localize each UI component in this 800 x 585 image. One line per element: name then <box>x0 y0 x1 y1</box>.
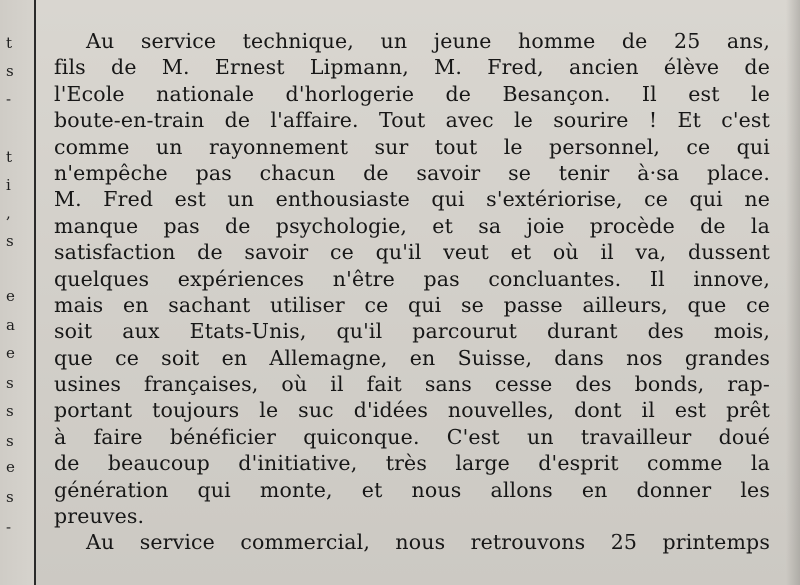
left-fragment: s <box>6 432 14 450</box>
article-line: mais en sachant utiliser ce qui se passe ailleurs, que ce <box>54 292 770 317</box>
article-line: comme un rayonnement sur tout le personnel, ce qui <box>54 134 770 159</box>
article-line: n'empêche pas chacun de savoir se tenir à·sa place. <box>54 160 770 185</box>
left-fragment: s <box>6 62 14 80</box>
column-rule <box>34 0 36 585</box>
left-fragment: e <box>6 287 15 305</box>
left-fragment: e <box>6 344 15 362</box>
article-line: Au service commercial, nous retrouvons 25 printemps <box>86 530 770 555</box>
article-line: boute-en-train de l'affaire. Tout avec le sourire ! Et c'est <box>54 108 770 133</box>
article-line: Au service technique, un jeune homme de 25 ans, <box>86 29 770 53</box>
article-line: que ce soit en Allemagne, en Suisse, dans nos grandes <box>54 345 770 370</box>
left-fragment: t <box>6 148 13 166</box>
page-edge-shadow <box>786 0 800 585</box>
left-fragment: a <box>6 316 15 334</box>
left-fragment: - <box>6 90 12 108</box>
article-line: quelques expériences n'être pas concluantes. Il innove, <box>54 266 770 291</box>
article-body <box>54 28 770 585</box>
article-line: de beaucoup d'initiative, très large d'esprit comme la <box>54 451 770 476</box>
left-fragment: s <box>6 402 14 420</box>
article-line: satisfaction de savoir ce qu'il veut et où il va, dussent <box>54 240 770 265</box>
left-fragment: s <box>6 488 14 506</box>
left-fragment: e <box>6 458 15 476</box>
article-line: à faire bénéficier quiconque. C'est un travailleur doué <box>54 424 770 449</box>
left-fragment: s <box>6 232 14 250</box>
left-fragment: i <box>6 176 11 194</box>
left-fragment: s <box>6 374 14 392</box>
article-line: génération qui monte, et nous allons en donner les <box>54 477 770 502</box>
article-line: manque pas de psychologie, et sa joie procède de la <box>54 213 770 238</box>
article-line: usines françaises, où il fait sans cesse des bonds, rap- <box>54 372 770 397</box>
article-line: fils de M. Ernest Lipmann, M. Fred, ancien élève de <box>54 55 770 80</box>
left-fragment: - <box>6 518 12 536</box>
previous-column-strip <box>0 0 34 585</box>
article-line: M. Fred est un enthousiaste qui s'extériorise, ce qui ne <box>54 187 770 212</box>
article-line: preuves. <box>54 504 145 529</box>
article-line: portant toujours le suc d'idées nouvelles, dont il est prêt <box>54 398 770 423</box>
article-line: l'Ecole nationale d'horlogerie de Besançon. Il est le <box>54 81 770 106</box>
left-fragment: , <box>6 204 11 222</box>
article-line: soit aux Etats-Unis, qu'il parcourut durant des mois, <box>54 319 770 344</box>
left-fragment: t <box>6 34 13 52</box>
